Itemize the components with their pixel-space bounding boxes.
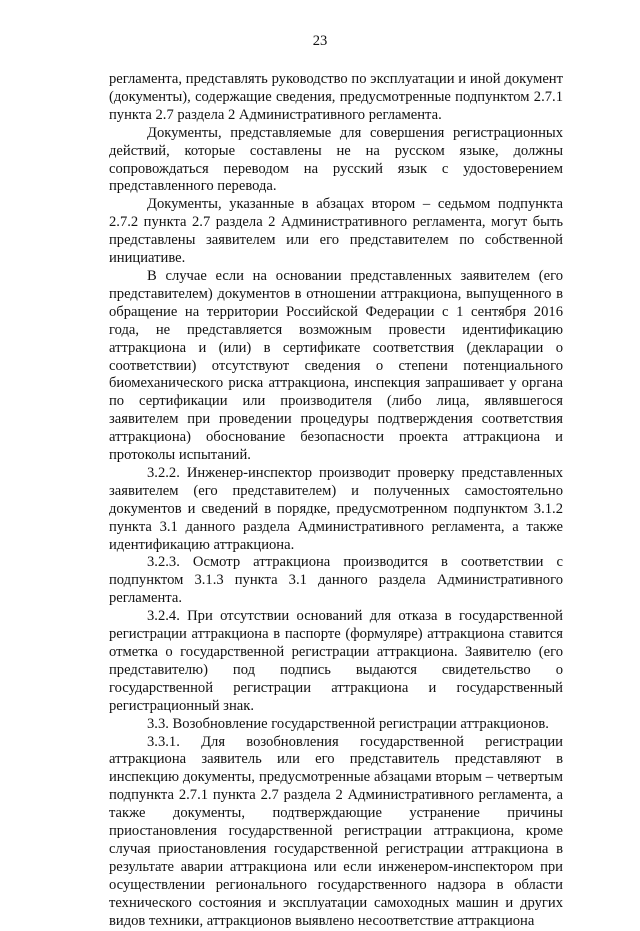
paragraph-continuation: регламента, представлять руководство по эксплуатации и иной документ (документы), содержащие сведения, предусмотренные подпунктом 2.7.1 пункта 2.7 раздела 2 Административного регламента. bbox=[109, 71, 563, 123]
section-heading-3-3: 3.3. Возобновление государственной регистрации аттракционов. bbox=[147, 715, 549, 732]
paragraph-translation: Документы, представляемые для совершения регистрационных действий, которые составлены не на русском языке, должны сопровождаться переводом на русский язык с удостоверением представленного перевода. bbox=[109, 124, 563, 195]
paragraph-3-3-1: 3.3.1. Для возобновления государственной регистрации аттракциона заявитель или его представитель представляют в инспекцию документы, предусмотренные абзацами вторым – четвертым подпункта 2.7.1 пункта 2.7 раздела 2 Административного регламента, а также документы, подтверждающие устранение причины приостановления государственной регистрации аттракциона, кроме случая приостановления государственной регистрации аттракциона в результате аварии аттракциона или если инженером-инспектором при осуществлении регионального государственного надзора в области технического состояния и эксплуатации самоходных машин и других видов техники, аттракционов выявлено несоответствие аттракциона bbox=[109, 733, 563, 929]
paragraph-3-2-4: 3.2.4. При отсутствии оснований для отказа в государственной регистрации аттракциона в паспорте (формуляре) аттракциона ставится отметка о государственной регистрации аттракциона. Заявителю (его представителю) под подпись выдаются свидетельство о государственной регистрации аттракциона и государственный регистрационный знак. bbox=[109, 608, 563, 714]
paragraph-documents-initiative: Документы, указанные в абзацах втором – седьмом подпункта 2.7.2 пункта 2.7 раздела 2 Административного регламента, могут быть представлены заявителем или его представителем по собственной инициативе. bbox=[109, 196, 563, 267]
paragraph-3-2-2: 3.2.2. Инженер-инспектор производит проверку представленных заявителем (его представителем) и полученных самостоятельно документов и сведений в порядке, предусмотренном подпунктом 3.1.2 пункта 3.1 данного раздела Административного регламента, а также идентификацию аттракциона. bbox=[109, 464, 563, 553]
paragraph-3-2-3: 3.2.3. Осмотр аттракциона производится в соответствии с подпунктом 3.1.3 пункта 3.1 данного раздела Административного регламента. bbox=[109, 554, 563, 607]
paragraph-identification: В случае если на основании представленных заявителем (его представителем) документов в отношении аттракциона, выпущенного в обращение на территории Российской Федерации с 1 сентября 2016 года, не представляется возможным провести идентификацию аттракциона и (или) в сертификате соответствия (декларации о соответствии) отсутствуют сведения о степени потенциального биомеханического риска аттракциона, инспекция запрашивает у органа по сертификации или производителя (либо лица, являвшегося заявителем при проведении процедуры подтверждения соответствия аттракциона) обоснование безопасности проекта аттракциона и протоколы испытаний. bbox=[109, 267, 563, 464]
page-number: 23 bbox=[312, 33, 328, 49]
document-body bbox=[109, 71, 563, 931]
